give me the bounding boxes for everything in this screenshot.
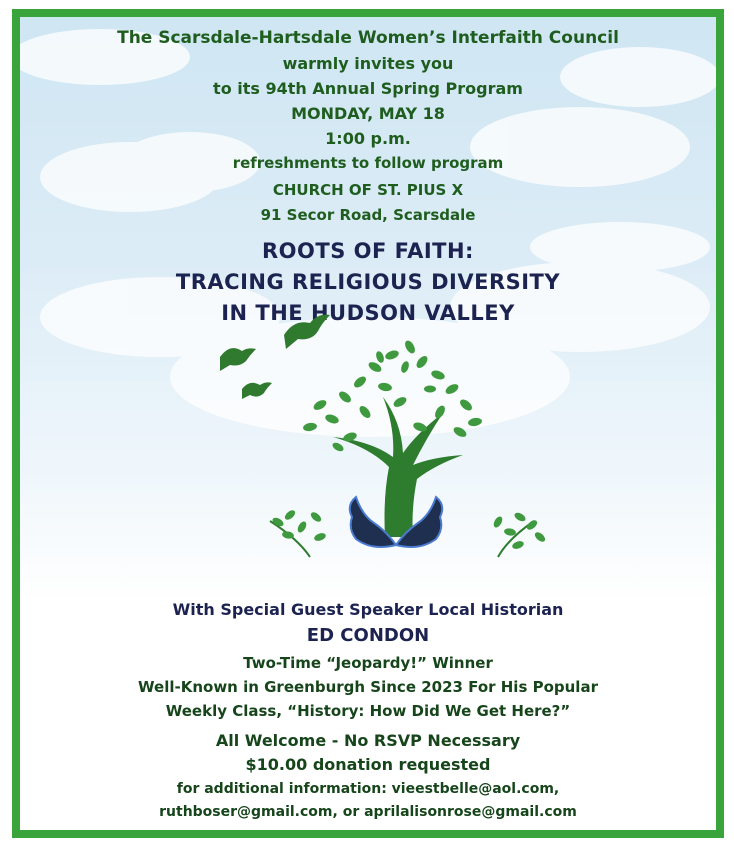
event-time: 1:00 p.m. (325, 129, 411, 148)
speaker-intro: With Special Guest Speaker Local Historian (172, 600, 564, 619)
speaker-credit-2: Well-Known in Greenburgh Since 2023 For His Popular (138, 678, 598, 696)
title-line-3: IN THE HUDSON VALLEY (221, 301, 515, 325)
contact-line-1: for additional information: vieestbelle@aol.com, (176, 781, 560, 797)
sprig-icon (270, 508, 327, 557)
venue-name: CHURCH OF ST. PIUS X (272, 181, 464, 199)
dove-icon (242, 382, 272, 399)
donation-note: $10.00 donation requested (245, 755, 491, 774)
speaker-name: ED CONDON (306, 625, 430, 646)
refreshments-note: refreshments to follow program (232, 154, 504, 172)
speaker-credit-1: Two-Time “Jeopardy!” Winner (243, 654, 493, 672)
dove-icon (284, 315, 330, 349)
invitation-flyer (12, 9, 724, 838)
title-line-1: ROOTS OF FAITH: (262, 239, 474, 263)
title-line-2: TRACING RELIGIOUS DIVERSITY (175, 270, 561, 294)
contact-line-2: ruthboser@gmail.com, or aprilalisonrose@gmail.com (159, 804, 577, 820)
event-date: MONDAY, MAY 18 (291, 104, 445, 123)
sprig-icon (492, 511, 547, 557)
tree-icon (302, 339, 482, 537)
venue-address: 91 Secor Road, Scarsdale (260, 206, 476, 224)
program-line: to its 94th Annual Spring Program (213, 79, 523, 98)
tree-illustration (20, 17, 716, 617)
welcome-note: All Welcome - No RSVP Necessary (215, 731, 521, 750)
organization-name: The Scarsdale-Hartsdale Women’s Interfaith Council (117, 28, 619, 48)
speaker-credit-3: Weekly Class, “History: How Did We Get Here?” (165, 702, 571, 720)
invite-line: warmly invites you (282, 54, 454, 73)
dove-icon (220, 348, 256, 371)
